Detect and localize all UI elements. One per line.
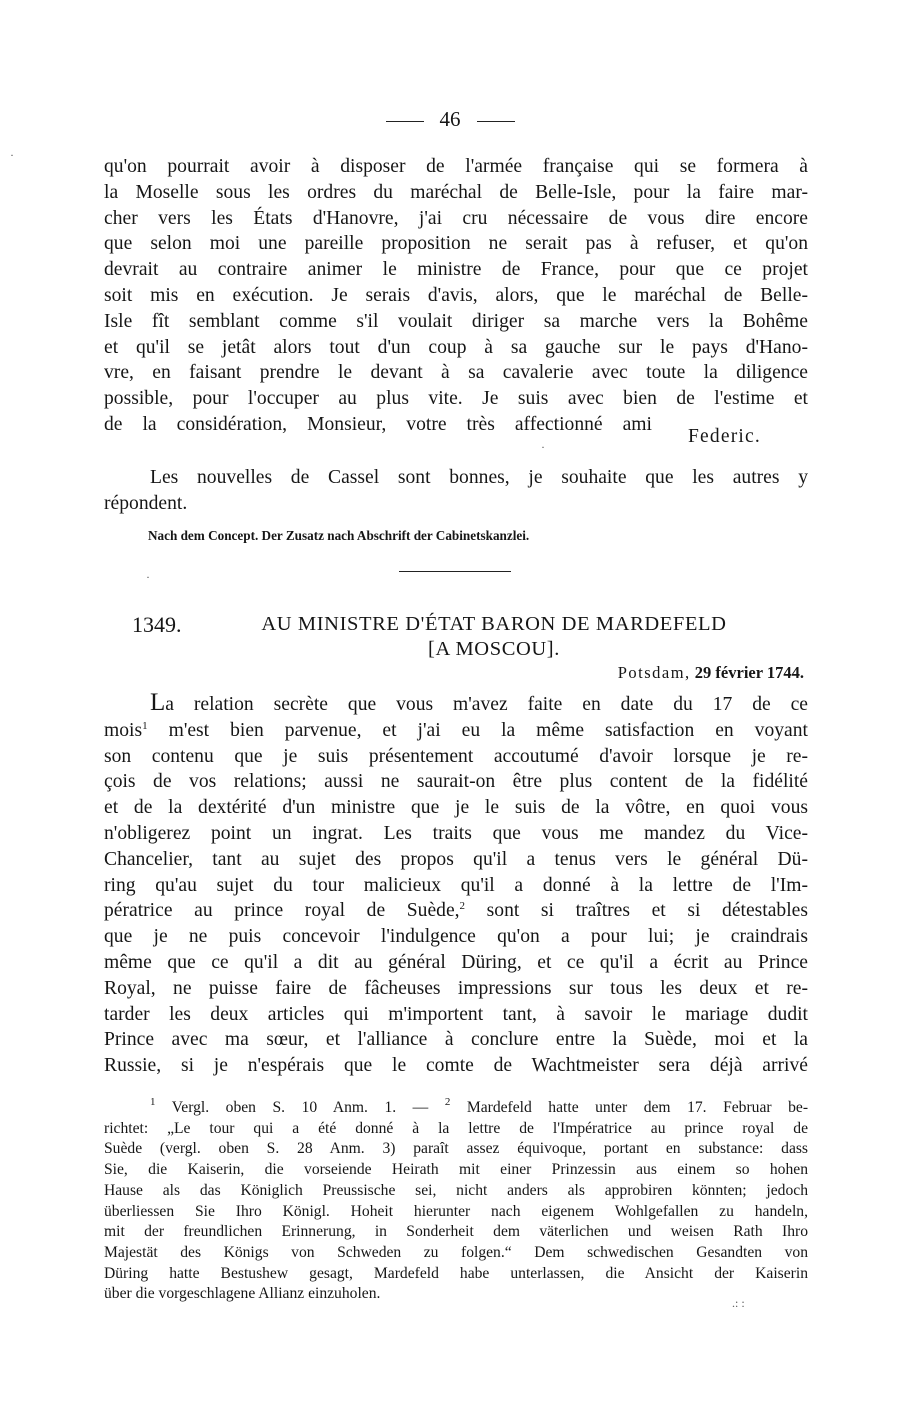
footnote-text: Vergl. oben S. 10 Anm. 1. — <box>171 1099 429 1116</box>
signature: Federic. <box>688 426 761 447</box>
footnotes <box>104 1098 808 1305</box>
text-line: répondent. <box>104 492 188 514</box>
scan-speck: · <box>10 148 14 162</box>
initial-letter: L <box>150 689 166 716</box>
footnote-line: mit der freundlichen Erinnerung, in Sonderheit dem väterlichen und weisen Rath Ihro <box>104 1223 808 1241</box>
text-line-content: pératrice au prince royal de Suède, <box>104 900 460 922</box>
text-line: son contenu que je suis présentement accoutumé d'avoir lorsque je re- <box>104 745 808 767</box>
text-line <box>104 898 808 924</box>
text-line <box>104 690 808 718</box>
text-line: çois de vos relations; aussi ne saurait-on être plus content de la fidélité <box>104 771 808 793</box>
text-line: qu'on pourrait avoir à disposer de l'armée française qui se formera à <box>104 156 808 177</box>
text-line: que je ne puis concevoir l'indulgence qu'on a pour lui; je craindrais <box>104 926 808 948</box>
footnote-ref: 1 <box>142 719 148 732</box>
footnote-line: überliessen Sie Ihro Königl. Hoheit hierunter nach eigenem Wohlgefallen zu handeln, <box>104 1202 808 1220</box>
footnote-marker: 1 <box>150 1096 156 1108</box>
scan-speck: · <box>541 440 545 454</box>
text-line: devrait au contraire animer le ministre de France, pour que ce projet <box>104 259 808 281</box>
footnote-marker: 2 <box>444 1096 451 1108</box>
page-number <box>0 106 900 132</box>
text-line: cher vers les États d'Hanovre, j'ai cru nécessaire de vous dire encore <box>104 207 808 229</box>
section-divider <box>399 571 511 572</box>
letter-number: 1349. <box>132 612 182 637</box>
postscript <box>104 465 808 517</box>
text-line-content: sont si traîtres et si détestables <box>486 900 808 922</box>
footnote-line: über die vorgeschlagene Allianz einzuholen. <box>104 1285 381 1303</box>
letter-continuation-body <box>104 154 808 438</box>
text-line: Prince avec ma sœur, et l'alliance à conclure entre la Suède, moi et la <box>104 1029 808 1051</box>
footnote-line: Suède (vergl. oben S. 28 Anm. 3) paraît assez équivoque, portant en substance: dass <box>104 1140 808 1158</box>
footnote-line: Düring hatte Bestushew gesagt, Mardefeld habe unterlassen, die Ansicht der Kaiserin <box>104 1264 808 1282</box>
footnote-line: Majestät des Königs von Schweden zu folgen.“ Dem schwedischen Gesandten von <box>104 1243 808 1261</box>
text-line: Les nouvelles de Cassel sont bonnes, je souhaite que les autres y <box>150 467 808 488</box>
text-line-content: m'est bien parvenue, et j'ai eu la même satisfaction en voyant <box>168 719 808 741</box>
text-line-content: mois <box>104 719 143 741</box>
text-line: et de la dextérité d'un ministre que je le suis de la vôtre, en quoi vous <box>104 797 808 819</box>
letter-heading-line: AU MINISTRE D'ÉTAT BARON DE MARDEFELD <box>261 613 727 635</box>
text-line: Isle fît semblant comme s'il voulait diriger sa marche vers la Bohême <box>104 310 808 332</box>
text-line: n'obligerez point un ingrat. Les traits que vous me mandez du Vice- <box>104 822 808 844</box>
footnote-text: Mardefeld hatte unter dem 17. Februar be- <box>466 1099 809 1116</box>
text-line: vre, en faisant prendre le devant à sa cavalerie avec toute la diligence <box>104 362 808 384</box>
text-line: la Moselle sous les ordres du maréchal de Belle-Isle, pour la faire mar- <box>104 181 808 203</box>
footnote-line: richtet: „Le tour qui a été donné à la lettre de l'Impératrice au prince royal de <box>104 1119 808 1137</box>
source-note: Nach dem Concept. Der Zusatz nach Abschrift der Cabinetskanzlei. <box>148 528 530 543</box>
footnote-line: Hause als das Königlich Preussische sei, nicht anders als approbiren könnten; jedoch <box>104 1181 808 1199</box>
text-line <box>104 718 808 744</box>
letter-1349-body <box>104 690 808 1079</box>
letter-heading-line: [A MOSCOU]. <box>428 638 560 660</box>
footnote-ref: 2 <box>459 900 466 913</box>
text-line: ring qu'au sujet du tour malicieux qu'il a donné à la lettre de l'Im- <box>104 874 808 896</box>
page-number-dash-left <box>386 121 424 122</box>
text-line: Russie, si je n'espérais que le comte de Wachtmeister sera déjà arrivé <box>104 1055 808 1077</box>
scan-speck: · <box>146 570 150 584</box>
footnote-line: Sie, die Kaiserin, die vorseiende Heirath mit einer Prinzessin aus einem so hohen <box>104 1161 808 1179</box>
footnote-line <box>104 1098 808 1119</box>
text-line: soit mis en exécution. Je serais d'avis, alors, que le maréchal de Belle- <box>104 284 808 306</box>
text-line: même que ce qu'il a dit au général Düring, et ce qu'il a écrit au Prince <box>104 951 808 973</box>
text-line: Chancelier, tant au sujet des propos qu'il a tenus vers le général Dü- <box>104 848 808 870</box>
text-line-content: a relation secrète que vous m'avez faite en date du 17 de ce <box>165 694 808 715</box>
dateline-date: 29 février 1744. <box>694 663 804 682</box>
dateline <box>0 663 804 683</box>
page-number-dash-right <box>477 121 515 122</box>
text-line: et qu'il se jetât alors tout d'un coup à sa gauche sur le pays d'Hano- <box>104 336 808 358</box>
text-line: Royal, ne puisse faire de fâcheuses impressions sur tous les deux et re- <box>104 977 808 999</box>
dateline-place: Potsdam, <box>617 663 691 682</box>
text-line: de la considération, Monsieur, votre très affectionné ami <box>104 413 652 435</box>
page-number-text: 46 <box>439 107 461 131</box>
letter-heading <box>212 612 776 662</box>
text-line: que selon moi une pareille proposition ne serait pas à refuser, et qu'on <box>104 233 808 255</box>
text-line: tarder les deux articles qui m'importent tant, à savoir le mariage dudit <box>104 1003 808 1025</box>
scan-speck: .: : <box>732 1296 745 1310</box>
text-line: possible, pour l'occuper au plus vite. Je suis avec bien de l'estime et <box>104 388 808 410</box>
